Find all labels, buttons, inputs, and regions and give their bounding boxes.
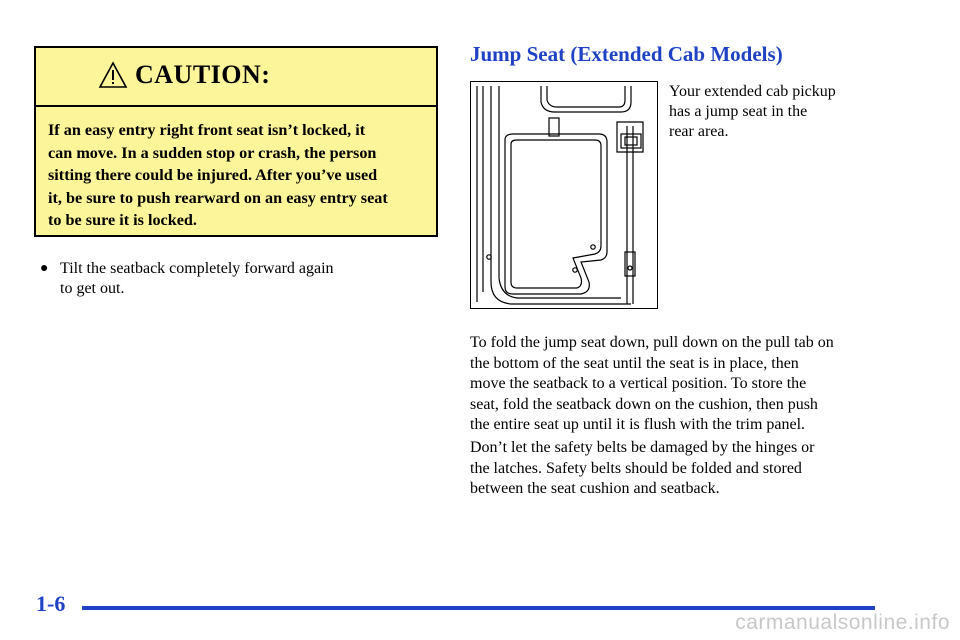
- caution-title: CAUTION:: [135, 60, 271, 89]
- bullet-text: [60, 259, 390, 299]
- paragraph-fold-instructions: [470, 333, 880, 436]
- paragraph-line: the entire seat up until it is flush with the trim panel.: [470, 416, 806, 433]
- paragraph-line: seat, fold the seatback down on the cushion, then push: [470, 395, 818, 413]
- caution-line: it, be sure to push rearward on an easy entry seat: [48, 188, 388, 207]
- section-heading: Jump Seat (Extended Cab Models): [470, 42, 783, 66]
- bullet-line: to get out.: [60, 280, 125, 297]
- bullet-icon: ●: [40, 261, 49, 276]
- paragraph-safety-belts: [470, 438, 880, 500]
- paragraph-line: Don’t let the safety belts be damaged by the hinges or: [470, 439, 815, 456]
- page-number: 1-6: [36, 591, 66, 616]
- watermark: carmanualsonline.info: [735, 611, 950, 634]
- warning-triangle-icon: [98, 61, 128, 89]
- caution-line: sitting there could be injured. After you’ve used: [48, 166, 378, 184]
- caution-header: [36, 48, 436, 107]
- caution-text: [36, 107, 436, 232]
- caution-line: to be sure it is locked.: [48, 211, 197, 229]
- paragraph-line: the bottom of the seat until the seat is in place, then: [470, 354, 799, 372]
- figure-caption-line: has a jump seat in the: [669, 103, 808, 120]
- figure-caption: [669, 82, 869, 142]
- footer-rule: [82, 606, 875, 610]
- jump-seat-drawing: [471, 82, 656, 307]
- paragraph-line: move the seatback to a vertical position. To store the: [470, 375, 807, 392]
- figure-caption-line: Your extended cab pickup: [669, 83, 836, 100]
- figure-caption-line: rear area.: [669, 123, 729, 140]
- paragraph-line: the latches. Safety belts should be folded and stored: [470, 459, 802, 477]
- paragraph-line: To fold the jump seat down, pull down on the pull tab on: [470, 334, 834, 351]
- caution-line: If an easy entry right front seat isn’t locked, it: [48, 121, 366, 139]
- caution-line: can move. In a sudden stop or crash, the person: [48, 143, 377, 162]
- jump-seat-illustration: [470, 81, 658, 309]
- caution-box: [34, 46, 438, 237]
- paragraph-line: between the seat cushion and seatback.: [470, 480, 720, 497]
- bullet-line: Tilt the seatback completely forward again: [60, 260, 334, 277]
